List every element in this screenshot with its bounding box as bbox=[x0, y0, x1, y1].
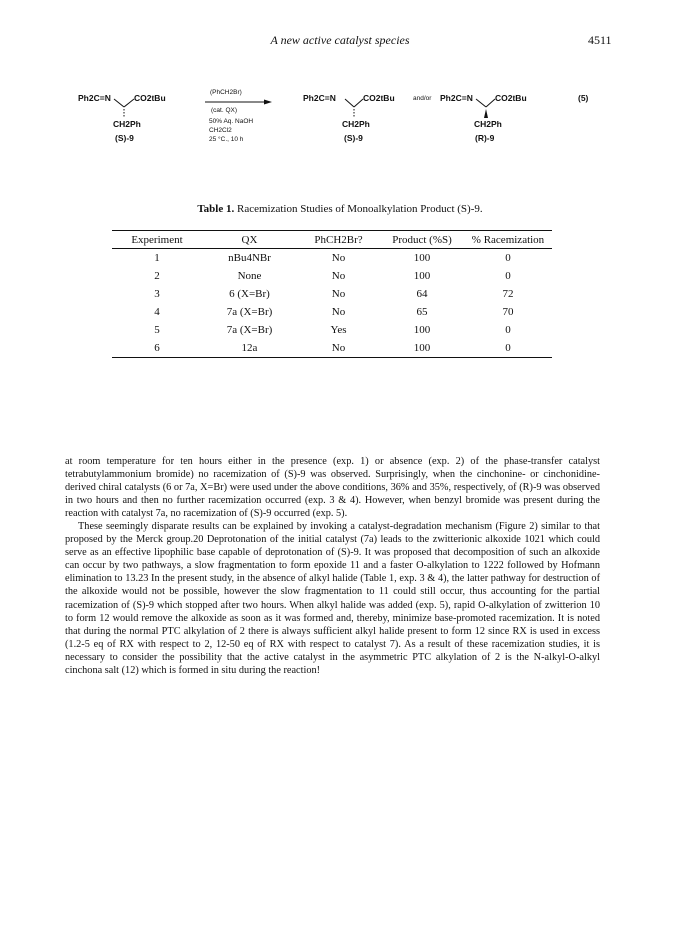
table-cell: 6 bbox=[112, 339, 202, 358]
product2-ester: CO2tBu bbox=[495, 93, 527, 103]
racemization-table bbox=[112, 230, 552, 358]
reactant-substituent: CH2Ph bbox=[113, 119, 141, 129]
product1-substituent: CH2Ph bbox=[342, 119, 370, 129]
running-title: A new active catalyst species bbox=[270, 33, 410, 47]
table-cell: 7a (X=Br) bbox=[226, 306, 273, 318]
table-cell: 100 bbox=[413, 270, 431, 282]
and-or-connector: and/or bbox=[413, 95, 432, 102]
equation-number: (5) bbox=[578, 93, 589, 103]
table-cell: 1 bbox=[154, 252, 160, 264]
product2-label: (R)-9 bbox=[475, 133, 495, 143]
product2-formula: Ph2C=N bbox=[440, 93, 473, 103]
reagent-line-1: (cat. QX) bbox=[211, 107, 238, 114]
reactant-ester: CO2tBu bbox=[134, 93, 166, 103]
body-text bbox=[65, 455, 600, 677]
table-cell: 64 bbox=[416, 288, 428, 300]
table-row bbox=[112, 249, 552, 268]
table-header-row bbox=[112, 231, 552, 249]
table-cell: No bbox=[331, 252, 346, 264]
reactant-label: (S)-9 bbox=[115, 133, 134, 143]
table-cell: 0 bbox=[505, 270, 511, 282]
column-header: QX bbox=[202, 231, 297, 249]
table-row bbox=[112, 267, 552, 285]
table-cell: 100 bbox=[413, 324, 431, 336]
reactant-formula: Ph2C=N bbox=[78, 93, 111, 103]
table-row bbox=[112, 339, 552, 358]
table-caption bbox=[0, 203, 680, 215]
table-row bbox=[112, 303, 552, 321]
table-cell: None bbox=[237, 270, 262, 282]
table-cell: No bbox=[297, 339, 380, 358]
table-cell: No bbox=[331, 288, 346, 300]
table-label: Table 1. bbox=[197, 203, 235, 215]
table-cell: 7a (X=Br) bbox=[226, 324, 273, 336]
table-cell: No bbox=[331, 306, 346, 318]
table-cell: 72 bbox=[502, 288, 514, 300]
product1-label: (S)-9 bbox=[344, 133, 363, 143]
paragraph-1: at room temperature for ten hours either in the presence (exp. 1) or absence (exp. 2) of the phase-transfer catalyst tetrabutylammonium bromide) no racemization of (S)-9 was observed. Surprisingly, when the cinchonine- or cinchonidine-derived chiral catalysts (6 or 7a, X=Br) were used under the above conditions, 36% and 35%, respectively, of (R)-9 was observed in two hours and then no further racemization occurred (exp. 3 & 4). However, when benzyl bromide was present during the reaction with catalyst 7a, no racemization of (S)-9 occurred (exp. 5). bbox=[65, 456, 600, 520]
table-cell: 6 (X=Br) bbox=[229, 288, 270, 300]
table-caption-text: Racemization Studies of Monoalkylation Product (S)-9. bbox=[237, 203, 483, 215]
reagent-line-2: 50% Aq. NaOH bbox=[209, 118, 254, 125]
table-cell: 3 bbox=[154, 288, 160, 300]
reagent-line-3: CH2Cl2 bbox=[209, 127, 232, 134]
column-header: % Racemization bbox=[464, 231, 552, 249]
product1-ester: CO2tBu bbox=[363, 93, 395, 103]
product2-substituent: CH2Ph bbox=[474, 119, 502, 129]
table-cell: 5 bbox=[154, 324, 160, 336]
table-cell: 70 bbox=[502, 306, 514, 318]
table-cell: nBu4NBr bbox=[228, 252, 271, 264]
column-header: Experiment bbox=[112, 231, 202, 249]
table-cell: No bbox=[331, 270, 346, 282]
table-cell: 12a bbox=[202, 339, 297, 358]
table-cell: 100 bbox=[413, 252, 431, 264]
table-cell: 2 bbox=[154, 270, 160, 282]
reaction-scheme bbox=[0, 80, 680, 180]
table-cell: 0 bbox=[505, 324, 511, 336]
table-cell: 4 bbox=[154, 306, 160, 318]
table-row bbox=[112, 285, 552, 303]
table-cell: 0 bbox=[464, 339, 552, 358]
page-number: 4511 bbox=[588, 33, 612, 47]
reagent-line-4: 25 °C., 10 h bbox=[209, 136, 244, 143]
column-header: Product (%S) bbox=[380, 231, 464, 249]
table-cell: 100 bbox=[380, 339, 464, 358]
paragraph-2: These seemingly disparate results can be explained by invoking a catalyst-degradation mechanism (Figure 2) similar to that proposed by the Merck group.20 Deprotonation of the initial catalyst (7a) leads to the zwitterionic alkoxide 1021 which could serve as an effective lipophilic base capable of deprotonation of (S)-9. It was proposed that decomposition of such an alkoxide can occur by two pathways, a slow fragmentation to form epoxide 11 and a faster O-alkylation to 1222 followed by Hofmann elimination to 13.23 In the present study, in the absence of alkyl halide (Table 1, exp. 3 & 4), the latter pathway for destruction of the alkoxide would not be possible, however the slow fragmentation to 11 could still occur, thus accounting for the partial racemization of (S)-9 which stopped after two hours. When alkyl halide was added (exp. 5), rapid O-alkylation of zwitterion 10 to form 12 would remove the alkoxide as soon as it was formed and, thereby, minimize base-promoted racemization. It is noted that during the normal PTC alkylation of 2 there is always sufficient alkyl halide present to form 12 since RX is used in excess (1.2-5 eq of RX with respect to 2, 12-50 eq of RX with respect to catalyst 7). As a result of these racemization studies, it is necessary to consider the possibility that the active catalyst in the asymmetric PTC alkylation of 2 is the N-alkyl-O-alkyl cinchona salt (12) which is formed in situ during the reaction! bbox=[65, 521, 600, 676]
reagent-benzyl-bromide: (PhCH2Br) bbox=[210, 89, 242, 96]
table-cell: 0 bbox=[505, 252, 511, 264]
table-cell: 65 bbox=[416, 306, 428, 318]
column-header: PhCH2Br? bbox=[297, 231, 380, 249]
product1-formula: Ph2C=N bbox=[303, 93, 336, 103]
table-row bbox=[112, 321, 552, 339]
table-cell: Yes bbox=[330, 324, 347, 336]
